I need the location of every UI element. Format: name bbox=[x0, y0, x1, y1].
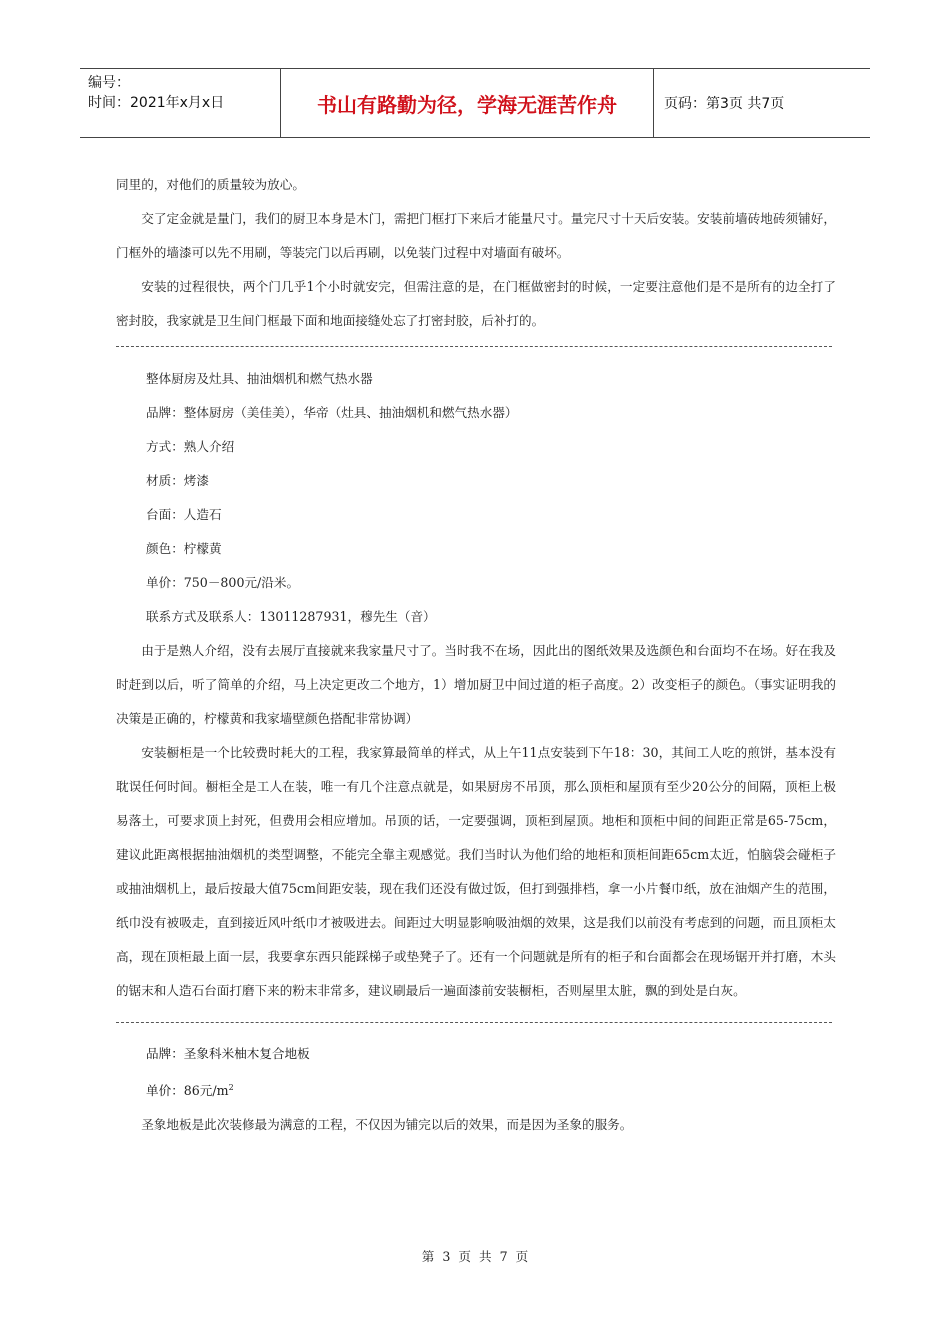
paragraph: 安装的过程很快，两个门几乎1个小时就安完，但需注意的是，在门框做密封的时候，一定要注意他们是不是所有的边全打了密封胶，我家就是卫生间门框最下面和地面接缝处忘了打密封胶，后补打的。 bbox=[116, 279, 836, 328]
number-label: 编号： bbox=[88, 75, 130, 91]
header-motto: 书山有路勤为径，学海无涯苦作舟 bbox=[281, 69, 654, 137]
dashed-divider bbox=[116, 1022, 832, 1023]
price-field: 单价：750－800元/沿米。 bbox=[146, 575, 300, 590]
price-label: 单价： bbox=[146, 1083, 184, 1099]
color-field: 颜色：柠檬黄 bbox=[146, 541, 222, 556]
paragraph: 交了定金就是量门，我们的厨卫本身是木门，需把门框打下来后才能量尺寸。量完尺寸十天后安装。安装前墙砖地砖须铺好，门框外的墙漆可以先不用刷，等装完门以后再刷，以免装门过程中对墙面有破坏。 bbox=[116, 211, 836, 260]
paragraph: 圣象地板是此次装修最为满意的工程，不仅因为铺完以后的效果，而是因为圣象的服务。 bbox=[141, 1117, 633, 1133]
dashed-divider bbox=[116, 346, 832, 347]
countertop-field: 台面：人造石 bbox=[146, 507, 222, 522]
material-field: 材质：烤漆 bbox=[146, 473, 209, 488]
method-field: 方式：熟人介绍 bbox=[146, 439, 235, 454]
paragraph: 同里的，对他们的质量较为放心。 bbox=[116, 177, 305, 192]
page-footer: 第 3 页 共 7 页 bbox=[421, 1249, 529, 1264]
price-field bbox=[116, 1071, 836, 1108]
time-label: 时间：2021年x月x日 bbox=[88, 95, 225, 111]
price-value: 86元/m bbox=[183, 1083, 229, 1099]
paragraph: 由于是熟人介绍，没有去展厅直接就来我家量尺寸了。当时我不在场，因此出的图纸效果及选颜色和台面均不在场。好在我及时赶到以后，听了简单的介绍，马上决定更改二个地方，1）增加厨卫中间过道的柜子高度。2）改变柜子的颜色。（事实证明我的决策是正确的，柠檬黄和我家墙壁颜色搭配非常协调） bbox=[116, 643, 836, 726]
paragraph: 安装橱柜是一个比较费时耗大的工程，我家算最简单的样式，从上午11点安装到下午18：30，其间工人吃的煎饼，基本没有耽误任何时间。橱柜全是工人在装，唯一有几个注意点就是，如果厨房不吊顶，那么顶柜和屋顶有至少20公分的间隔，顶柜上极易落土，可要求顶上封死，但费用会相应增加。吊顶的话，一定要强调，顶柜到屋顶。地柜和顶柜中间的间距正常是65-75cm，建议此距离根据抽油烟机的类型调整，不能完全靠主观感觉。我们当时认为他们给的地柜和顶柜间距65cm太近，怕脑袋会碰柜子或抽油烟机上，最后按最大值75cm间距安装，现在我们还没有做过饭，但打到强排档，拿一小片餐巾纸，放在油烟产生的范围，纸巾没有被吸走，直到接近风叶纸巾才被吸进去。间距过大明显影响吸油烟的效果，这是我们以前没有考虑到的问题，而且顶柜太高，现在顶柜最上面一层，我要拿东西只能踩梯子或垫凳子了。还有一个问题就是所有的柜子和台面都会在现场锯开并打磨，木头的锯末和人造石台面打磨下来的粉末非常多，建议刷最后一遍面漆前安装橱柜，否则屋里太脏，飘的到处是白灰。 bbox=[116, 745, 836, 998]
brand-field: 品牌：圣象科米柚木复合地板 bbox=[146, 1046, 310, 1061]
brand-field: 品牌：整体厨房（美佳美），华帝（灶具、抽油烟机和燃气热水器） bbox=[146, 405, 518, 420]
header-meta bbox=[80, 69, 281, 137]
document-body bbox=[116, 168, 836, 1142]
price-unit-superscript: 2 bbox=[228, 1083, 234, 1092]
contact-field: 联系方式及联系人：13011287931，穆先生（音） bbox=[146, 609, 436, 624]
header-page-label: 页码：第3页 共7页 bbox=[664, 96, 785, 112]
document-header bbox=[80, 68, 870, 138]
section-title: 整体厨房及灶具、抽油烟机和燃气热水器 bbox=[146, 371, 373, 386]
